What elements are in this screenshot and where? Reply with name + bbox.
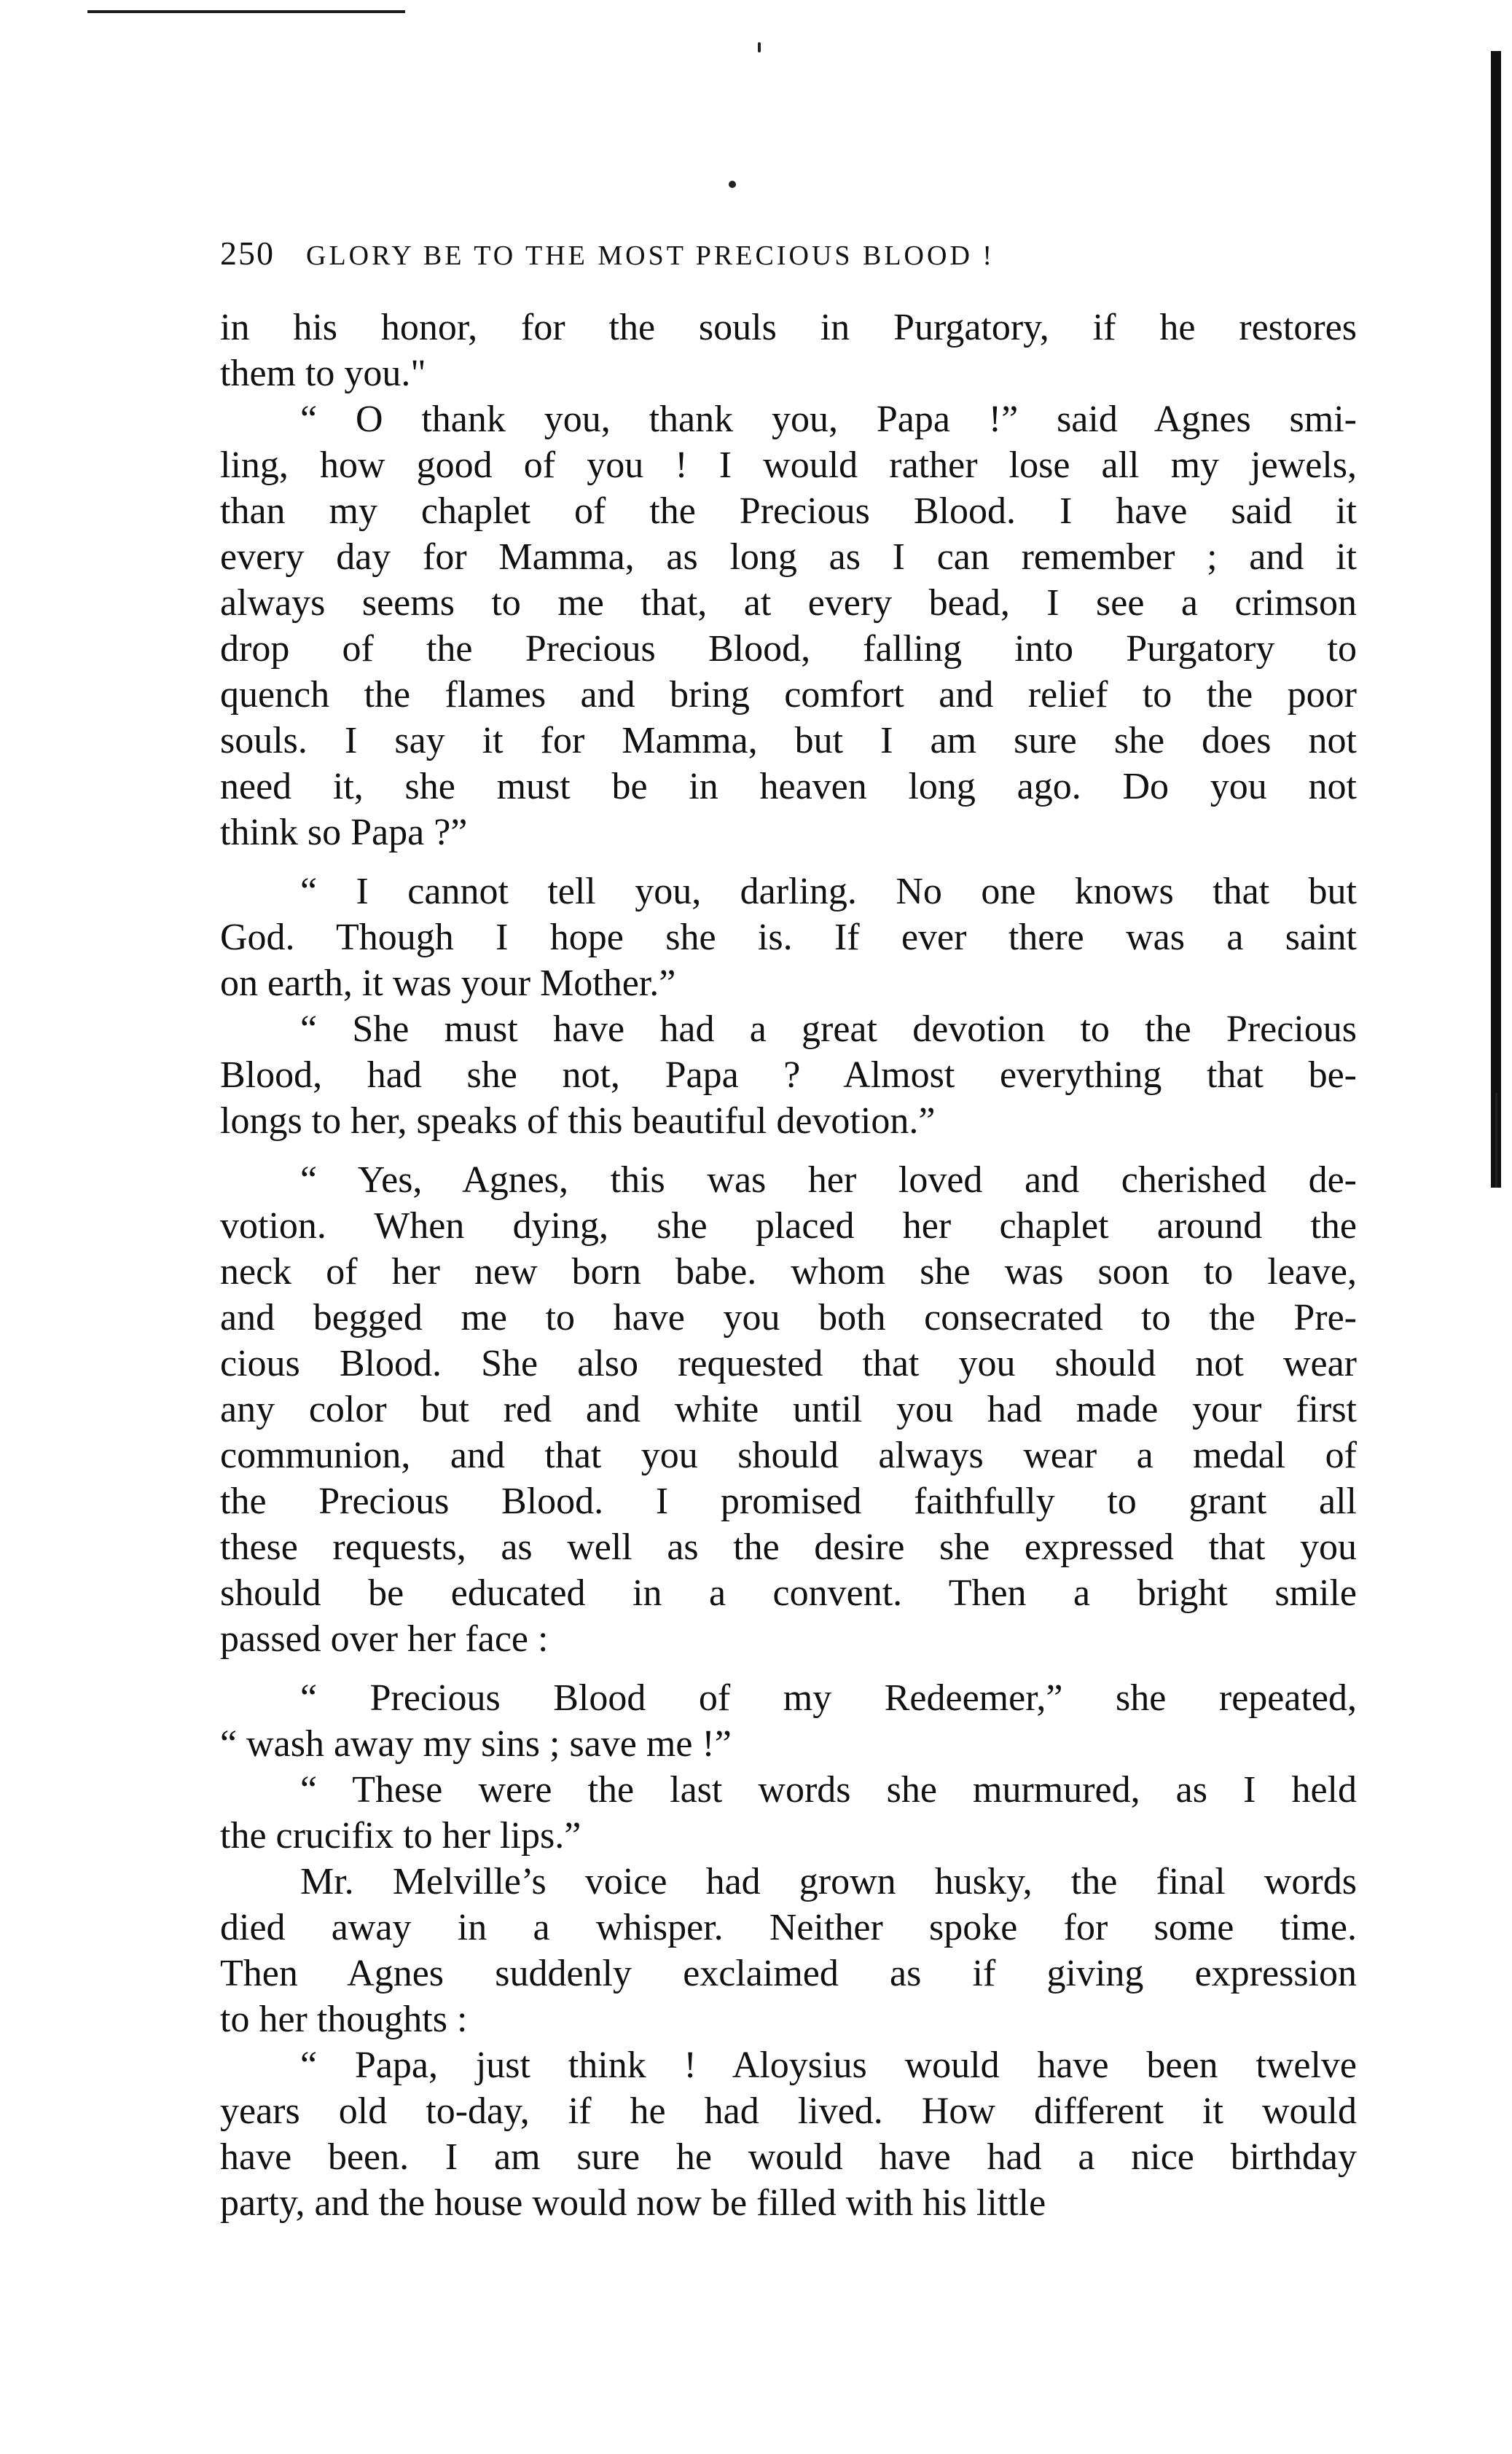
running-head	[220, 232, 1357, 275]
text-line: “ O thank you, thank you, Papa !” said Agnes smi-	[300, 399, 1357, 440]
text-line: years old to-day, if he had lived. How different it would	[220, 2090, 1357, 2132]
text-line: neck of her new born babe. whom she was soon to leave,	[220, 1251, 1357, 1293]
text-line: them to you."	[220, 353, 426, 394]
text-line: “ These were the last words she murmured, as I held	[300, 1769, 1357, 1811]
text-line: have been. I am sure he would have had a nice birthday	[220, 2136, 1357, 2178]
paragraph-gap	[220, 1144, 1357, 1157]
text-line: Mr. Melville’s voice had grown husky, the final words	[300, 1861, 1357, 1902]
text-line: than my chaplet of the Precious Blood. I have said it	[220, 490, 1357, 532]
text-line: any color but red and white until you had made your first	[220, 1389, 1357, 1430]
paragraph	[220, 869, 1357, 1006]
paragraph	[220, 1006, 1357, 1144]
text-line: souls. I say it for Mamma, but I am sure she does not	[220, 720, 1357, 761]
text-line: the crucifix to her lips.”	[220, 1815, 581, 1857]
paragraph	[220, 2042, 1357, 2226]
text-line: drop of the Precious Blood, falling into Purgatory to	[220, 628, 1357, 670]
page-edge-line	[1495, 1093, 1497, 1188]
text-line: on earth, it was your Mother.”	[220, 963, 676, 1004]
scan-speck	[729, 181, 736, 188]
text-line: need it, she must be in heaven long ago. Do you not	[220, 766, 1357, 807]
paragraph	[220, 305, 1357, 396]
text-line: “ I cannot tell you, darling. No one knows that but	[300, 871, 1357, 912]
text-line: Then Agnes suddenly exclaimed as if giving expression	[220, 1953, 1357, 1994]
text-line: “ Precious Blood of my Redeemer,” she repeated,	[300, 1677, 1357, 1719]
book-page	[220, 232, 1357, 2226]
text-line: “ Papa, just think ! Aloysius would have been twelve	[300, 2045, 1357, 2086]
text-line: quench the flames and bring comfort and relief to the poor	[220, 674, 1357, 716]
text-line: in his honor, for the souls in Purgatory, if he restores	[220, 307, 1357, 348]
running-title: GLORY BE TO THE MOST PRECIOUS BLOOD !	[306, 240, 995, 271]
text-line: communion, and that you should always wear a medal of	[220, 1435, 1357, 1476]
paragraph	[220, 1675, 1357, 1767]
text-line: God. Though I hope she is. If ever there was a saint	[220, 917, 1357, 958]
text-line: the Precious Blood. I promised faithfully to grant all	[220, 1481, 1357, 1522]
paragraph-gap	[220, 1662, 1357, 1675]
text-line: party, and the house would now be filled with his little	[220, 2182, 1046, 2224]
paragraph	[220, 1859, 1357, 2042]
text-line: and begged me to have you both consecrated to the Pre-	[220, 1297, 1357, 1338]
text-line: longs to her, speaks of this beautiful devotion.”	[220, 1100, 936, 1142]
text-line: Blood, had she not, Papa ? Almost everything that be-	[220, 1054, 1357, 1096]
text-line: every day for Mamma, as long as I can remember ; and it	[220, 536, 1357, 578]
text-line: always seems to me that, at every bead, I see a crimson	[220, 582, 1357, 624]
body-text	[220, 305, 1357, 2226]
text-line: “ She must have had a great devotion to the Precious	[300, 1008, 1357, 1050]
paragraph-gap	[220, 855, 1357, 869]
paragraph	[220, 1157, 1357, 1662]
text-line: to her thoughts :	[220, 1999, 468, 2040]
text-line: “ Yes, Agnes, this was her loved and cherished de-	[300, 1159, 1357, 1201]
page-number: 250	[220, 235, 275, 272]
text-line: cious Blood. She also requested that you should not wear	[220, 1343, 1357, 1384]
text-line: “ wash away my sins ; save me !”	[220, 1723, 732, 1765]
paragraph	[220, 396, 1357, 855]
text-line: think so Papa ?”	[220, 812, 468, 853]
top-rule	[87, 10, 405, 13]
text-line: votion. When dying, she placed her chaplet around the	[220, 1205, 1357, 1247]
text-line: died away in a whisper. Neither spoke for some time.	[220, 1907, 1357, 1948]
page-edge-shadow	[1491, 51, 1501, 1188]
text-line: passed over her face :	[220, 1618, 549, 1660]
scan-speck	[758, 42, 761, 52]
text-line: should be educated in a convent. Then a bright smile	[220, 1572, 1357, 1614]
paragraph	[220, 1767, 1357, 1859]
text-line: ling, how good of you ! I would rather lose all my jewels,	[220, 444, 1357, 486]
text-line: these requests, as well as the desire she expressed that you	[220, 1526, 1357, 1568]
